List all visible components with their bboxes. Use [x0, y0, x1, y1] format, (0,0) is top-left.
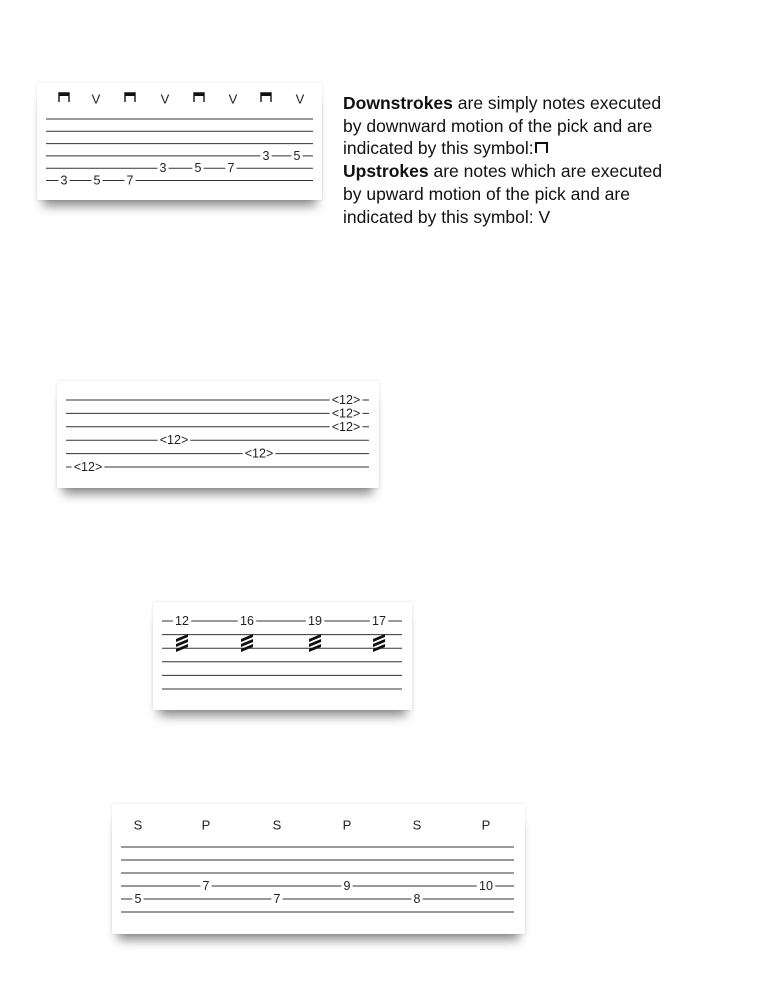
- downstrokes-term: Downstrokes: [343, 93, 453, 113]
- tab-staff-strokes: [37, 83, 322, 200]
- upstrokes-term: Upstrokes: [343, 161, 429, 182]
- pick-label: P: [342, 817, 352, 833]
- tab2-fret-number: <12>: [331, 419, 361, 434]
- tab1-fret-number: 5: [194, 161, 202, 176]
- pick-label: S: [272, 817, 282, 833]
- tab2-fret-number: <12>: [73, 460, 103, 474]
- downstroke-icon-bar: [59, 93, 69, 96]
- stroke-explanation: [343, 92, 673, 228]
- downstroke-icon: [535, 142, 548, 153]
- upstrokes-text: are notes which are executed by upward motion of the pick and are indicated by this symbol: V: [343, 161, 663, 227]
- tab-card-sp: [112, 804, 525, 934]
- tab1-fret-number: 7: [126, 173, 134, 188]
- tab4-fret-number: 10: [479, 879, 493, 893]
- downstrokes-text: are simply notes executed by downward motion of the pick and are indicated by this symbol:: [343, 93, 662, 159]
- tab1-fret-number: 5: [293, 148, 301, 163]
- tab-card-strokes: [37, 83, 322, 200]
- tab1-fret-number: 3: [159, 161, 167, 176]
- downstroke-icon-bar: [125, 93, 135, 96]
- upstroke-mark: V: [160, 91, 170, 107]
- upstroke-mark: V: [91, 91, 101, 107]
- tab-staff-harmonics: [57, 381, 379, 488]
- tab1-fret-number: 5: [93, 173, 101, 188]
- tab3-fret-number: 17: [372, 614, 386, 628]
- tab2-fret-number: <12>: [244, 446, 274, 461]
- tab-card-tremolo: [153, 602, 412, 710]
- tab1-fret-number: 3: [60, 173, 68, 188]
- tab3-fret-number: 12: [175, 614, 189, 628]
- tab-staff-tremolo: [153, 602, 412, 710]
- tab-card-harmonics: [57, 381, 379, 488]
- tab-staff-sp: [112, 804, 525, 934]
- tab2-fret-number: <12>: [331, 406, 361, 421]
- pick-label: S: [412, 817, 422, 833]
- downstroke-icon-bar: [194, 93, 204, 96]
- tab4-fret-number: 8: [413, 892, 421, 906]
- tab2-fret-number: <12>: [331, 393, 361, 407]
- upstroke-mark: V: [295, 91, 305, 107]
- tab4-fret-number: 7: [202, 879, 210, 893]
- tab3-fret-number: 16: [240, 614, 254, 628]
- upstroke-mark: V: [228, 91, 238, 107]
- downstroke-icon-bar: [261, 93, 271, 96]
- tab2-fret-number: <12>: [159, 433, 189, 448]
- tab1-fret-number: 3: [262, 148, 270, 163]
- pick-label: P: [201, 817, 211, 833]
- tab1-fret-number: 7: [227, 161, 235, 176]
- tab4-fret-number: 9: [343, 879, 351, 893]
- tab4-fret-number: 5: [134, 892, 142, 906]
- pick-label: P: [481, 817, 491, 833]
- pick-label: S: [133, 817, 143, 833]
- tab3-fret-number: 19: [308, 614, 322, 628]
- tab4-fret-number: 7: [273, 892, 281, 906]
